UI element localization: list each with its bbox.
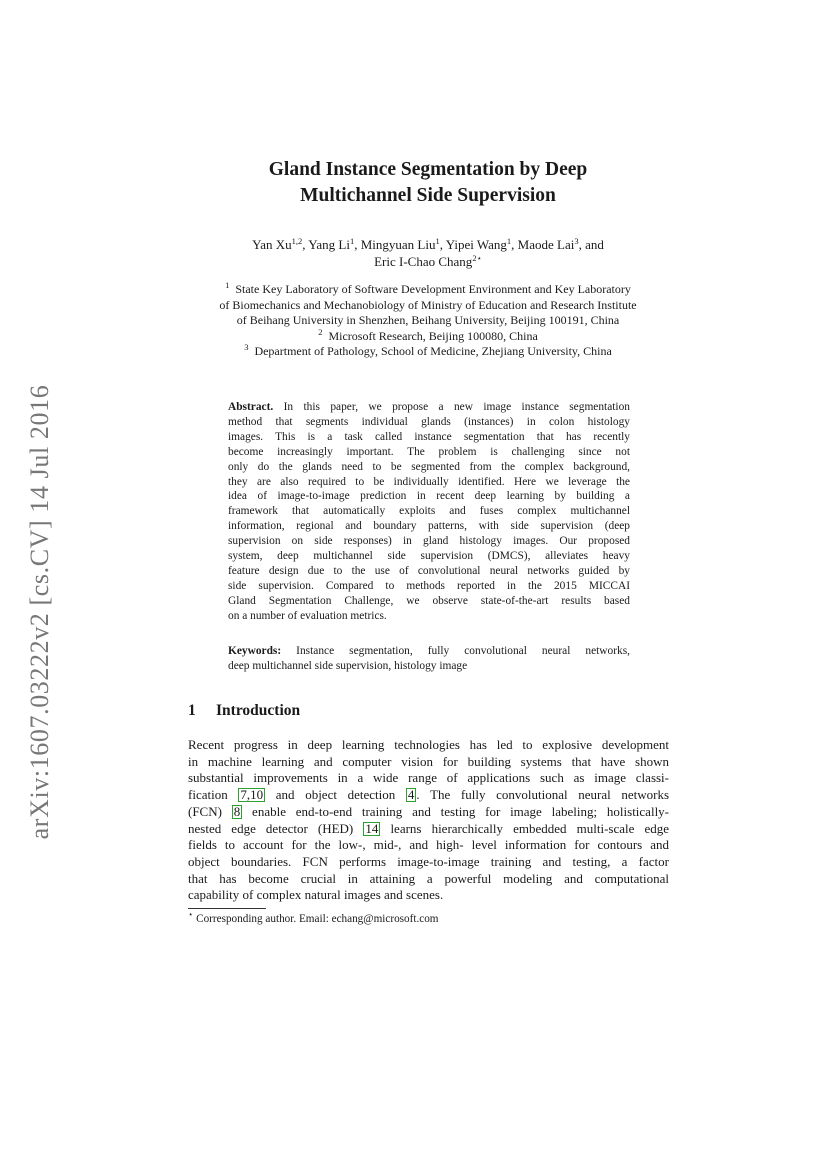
author-affil-mark: 1	[349, 236, 355, 246]
citation-separator: ,	[246, 787, 251, 803]
citation-link[interactable]: 14	[365, 820, 379, 836]
affiliation-line	[150, 344, 706, 360]
author-name: Yan Xu	[252, 237, 292, 252]
section-title: Introduction	[216, 702, 301, 719]
section-number: 1	[188, 702, 196, 719]
footnote	[188, 909, 439, 926]
abstract-line: framework that automatically exploits and fuses complex multichannel	[228, 505, 630, 518]
citation-number: 10	[250, 787, 264, 803]
intro-text: fication	[188, 787, 228, 803]
keywords-line: deep multichannel side supervision, histology image	[228, 659, 468, 672]
section-heading	[188, 702, 300, 720]
abstract-label: Abstract.	[228, 401, 274, 413]
author-affil-mark: 1	[506, 236, 512, 246]
citation-link[interactable]: 8	[233, 803, 241, 819]
author-name: Yang Li	[308, 237, 350, 252]
author-name: Mingyuan Liu	[360, 237, 436, 252]
intro-line: object boundaries. FCN performs image-to-image training and testing, a factor	[188, 853, 669, 869]
citation-link[interactable]	[238, 788, 265, 802]
intro-line: fields to account for the low-, mid-, and high- level information for contours and	[188, 837, 669, 853]
affiliation-mark: 3	[244, 342, 249, 353]
abstract-line: they are also required to be individually identified. Here we leverage the	[228, 475, 630, 488]
abstract-text: In this paper, we propose a new image instance segmentation	[283, 401, 630, 413]
intro-line	[188, 787, 669, 804]
affiliation-line: of Biomechanics and Mechanobiology of Ministry of Education and Research Institute	[219, 297, 637, 312]
affiliation-line	[150, 326, 706, 345]
citation-link[interactable]: 4	[407, 787, 415, 803]
affiliation-mark: 2	[318, 326, 323, 337]
keywords-label: Keywords:	[228, 645, 282, 657]
abstract-line: information, regional and boundary patterns, with side supervision (deep	[228, 520, 630, 533]
author-affil-mark: 3	[574, 236, 579, 246]
abstract-line: side supervision. Compared to methods reported in the 2015 MICCAI	[228, 579, 630, 592]
intro-line: in machine learning and computer vision for building systems that have shown	[188, 753, 669, 769]
citation-number: 7	[240, 787, 247, 803]
paper-title	[150, 157, 706, 209]
abstract-line: idea of image-to-image prediction in recent deep learning by building a	[228, 490, 630, 503]
abstract-line: become increasingly important. The problem is challenging since not	[228, 445, 630, 458]
footnote-text: Corresponding author. Email: echang@microsoft.com	[196, 913, 439, 925]
abstract-line: system, deep multichannel side supervision (DMCS), alleviates heavy	[228, 550, 630, 563]
affiliation-text: Microsoft Research, Beijing 100080, China	[328, 328, 538, 343]
intro-line	[188, 804, 669, 821]
title-line-1: Gland Instance Segmentation by Deep	[268, 159, 588, 180]
abstract-line: method that segments individual glands (instances) in colon histology	[228, 415, 630, 428]
author-line-1: Yan Xu$^{1,2}$, Yang Li$^1$, Mingyuan Liu$^1$, Yipei Wang$^1$, Maode Lai$^3$, and	[252, 236, 604, 252]
intro-line: substantial improvements in a wide range of applications such as image classi-	[188, 770, 669, 786]
abstract-line: only do the glands need to be segmented from the complex background,	[228, 460, 630, 473]
footnote-mark: ⋆	[188, 909, 194, 919]
intro-text: (FCN)	[188, 803, 222, 819]
intro-text: enable end-to-end training and testing for image labeling; holistically-	[252, 803, 670, 819]
author-line-2	[150, 253, 706, 270]
arxiv-identifier: arXiv:1607.03222v2 [cs.CV] 14 Jul 2016	[25, 384, 54, 840]
author-name: Eric I-Chao Chang	[374, 254, 473, 269]
author-list	[150, 236, 706, 270]
affiliation-mark: 1	[225, 280, 230, 290]
author-affil-mark: 2⋆	[472, 253, 482, 263]
intro-line: capability of complex natural images and scenes.	[188, 887, 444, 903]
author-affil-mark: 1	[435, 236, 440, 246]
abstract-line: supervision on side responses) in gland histology images. Our proposed	[228, 535, 630, 548]
intro-text: . The fully convolutional neural networks	[416, 787, 670, 803]
intro-line: Recent progress in deep learning technologies has led to explosive development	[188, 737, 669, 752]
title-line-2: Multichannel Side Supervision	[300, 185, 556, 206]
abstract-line: on a number of evaluation metrics.	[228, 609, 387, 622]
affiliation-text: State Key Laboratory of Software Development Environment and Key Laboratory	[235, 282, 631, 296]
affiliations	[150, 282, 706, 360]
abstract-line: Gland Segmentation Challenge, we observe state-of-the-art results based	[228, 594, 630, 607]
author-affil-mark: 1,2	[291, 236, 303, 246]
keywords-line	[228, 644, 630, 659]
author-name: Maode Lai	[517, 237, 575, 252]
introduction-paragraph	[188, 737, 669, 904]
keywords	[228, 644, 630, 674]
abstract	[228, 400, 630, 624]
abstract-line: feature design due to the use of convolutional neural networks guided by	[228, 564, 630, 577]
abstract-line: images. This is a task called instance segmentation that has recently	[228, 430, 630, 443]
intro-line: that has become crucial in attaining a powerful modeling and computational	[188, 870, 669, 886]
affiliation-text: Department of Pathology, School of Medicine, Zhejiang University, China	[254, 344, 612, 359]
keywords-text: Instance segmentation, fully convolutional neural networks,	[296, 645, 630, 657]
author-name: Yipei Wang	[445, 237, 507, 252]
affiliation-line: of Beihang University in Shenzhen, Beihang University, Beijing 100191, China	[236, 313, 620, 328]
affiliation-line	[150, 282, 706, 298]
intro-text: and object detection	[275, 787, 396, 803]
intro-text: learns hierarchically embedded multi-scale edge	[390, 820, 669, 836]
abstract-line	[228, 400, 630, 415]
intro-text: nested edge detector (HED)	[188, 820, 354, 836]
footnote-divider	[188, 908, 266, 909]
intro-line	[188, 821, 669, 838]
